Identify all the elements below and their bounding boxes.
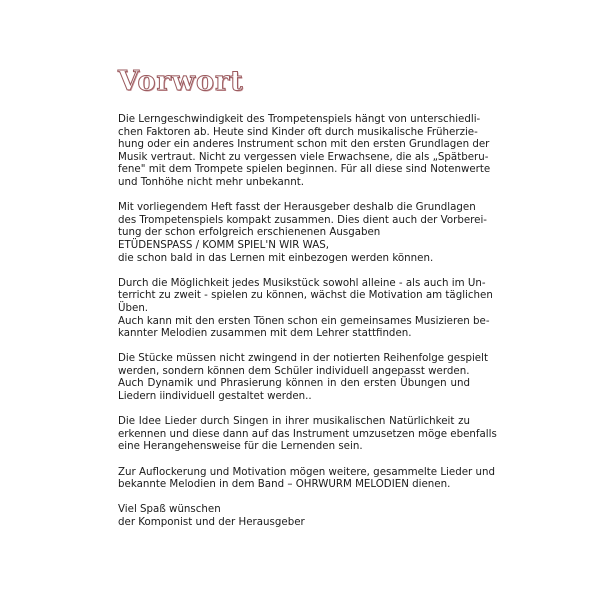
closing-signature [118,503,470,528]
paragraph-line: fene" mit dem Trompete spielen beginnen. Für all diese sind Notenwerte [118,163,491,176]
paragraph-line: Auch Dynamik und Phrasierung können in den ersten Übungen und [118,377,470,390]
closing-greeting: Viel Spaß wünschen [118,503,221,516]
paragraph-line: kannter Melodien zusammen mit dem Lehrer stattfinden. [118,327,412,340]
paragraph-line: hung oder ein anderes Instrument schon mit den ersten Grundlagen der [118,138,490,151]
paragraph-line: tung der schon erfolgreich erschienenen Ausgaben [118,226,381,239]
closing-signers: der Komponist und der Herausgeber [118,516,305,528]
paragraph [118,465,495,491]
paragraph [118,276,493,340]
paragraph-line: eine Herangehensweise für die Lernenden sein. [118,440,363,453]
paragraph [118,352,488,403]
paragraph-line: werden, sondern können dem Schüler individuell angepasst werden. [118,364,470,377]
paragraph-line: Musik vertraut. Nicht zu vergessen viele Erwachsene, die als „Spätberu- [118,150,489,163]
paragraph [118,113,491,189]
paragraph-line: Zur Auflockerung und Motivation mögen weitere, gesammelte Lieder und [118,465,495,478]
paragraph-line: Die Stücke müssen nicht zwingend in der notierten Reihenfolge gespielt [118,352,488,365]
paragraph-line: ETÜDENSPASS / KOMM SPIEL'N WIR WAS, [118,238,330,251]
paragraph-line: Auch kann mit den ersten Tönen schon ein gemeinsames Musizieren be- [118,314,490,327]
page-title: Vorwort [118,66,244,97]
paragraph-line: Die Idee Lieder durch Singen in ihrer musikalischen Natürlichkeit zu [118,415,470,428]
paragraph-line: des Trompetenspiels kompakt zusammen. Dies dient auch der Vorberei- [118,213,487,226]
paragraph-list [118,113,497,491]
paragraph-line: Üben. [118,301,149,314]
paragraph-line: terricht zu zweit - spielen zu können, wächst die Motivation am täglichen [118,289,493,302]
paragraph-line: erkennen und diese dann auf das Instrument umzusetzen möge ebenfalls [118,427,497,440]
paragraph-line: chen Faktoren ab. Heute sind Kinder oft durch musikalische Früherzie- [118,125,478,138]
paragraph-line: Mit vorliegendem Heft fasst der Herausgeber deshalb die Grundlagen [118,201,476,214]
paragraph-line: bekannte Melodien in dem Band – OHRWURM MELODIEN dienen. [118,478,451,491]
paragraph-line: und Tonhöhe nicht mehr unbekannt. [118,175,304,188]
paragraph-line: Durch die Möglichkeit jedes Musikstück sowohl alleine - als auch im Un- [118,276,486,289]
foreword-body [118,113,497,529]
paragraph-line: Die Lerngeschwindigkeit des Trompetenspiels hängt von unterschiedli- [118,113,481,125]
paragraph-line: Liedern iindividuell gestaltet werden.. [118,390,312,403]
paragraph [118,201,487,264]
paragraph-line: die schon bald in das Lernen mit einbezogen werden können. [118,251,434,264]
paragraph [118,415,497,453]
